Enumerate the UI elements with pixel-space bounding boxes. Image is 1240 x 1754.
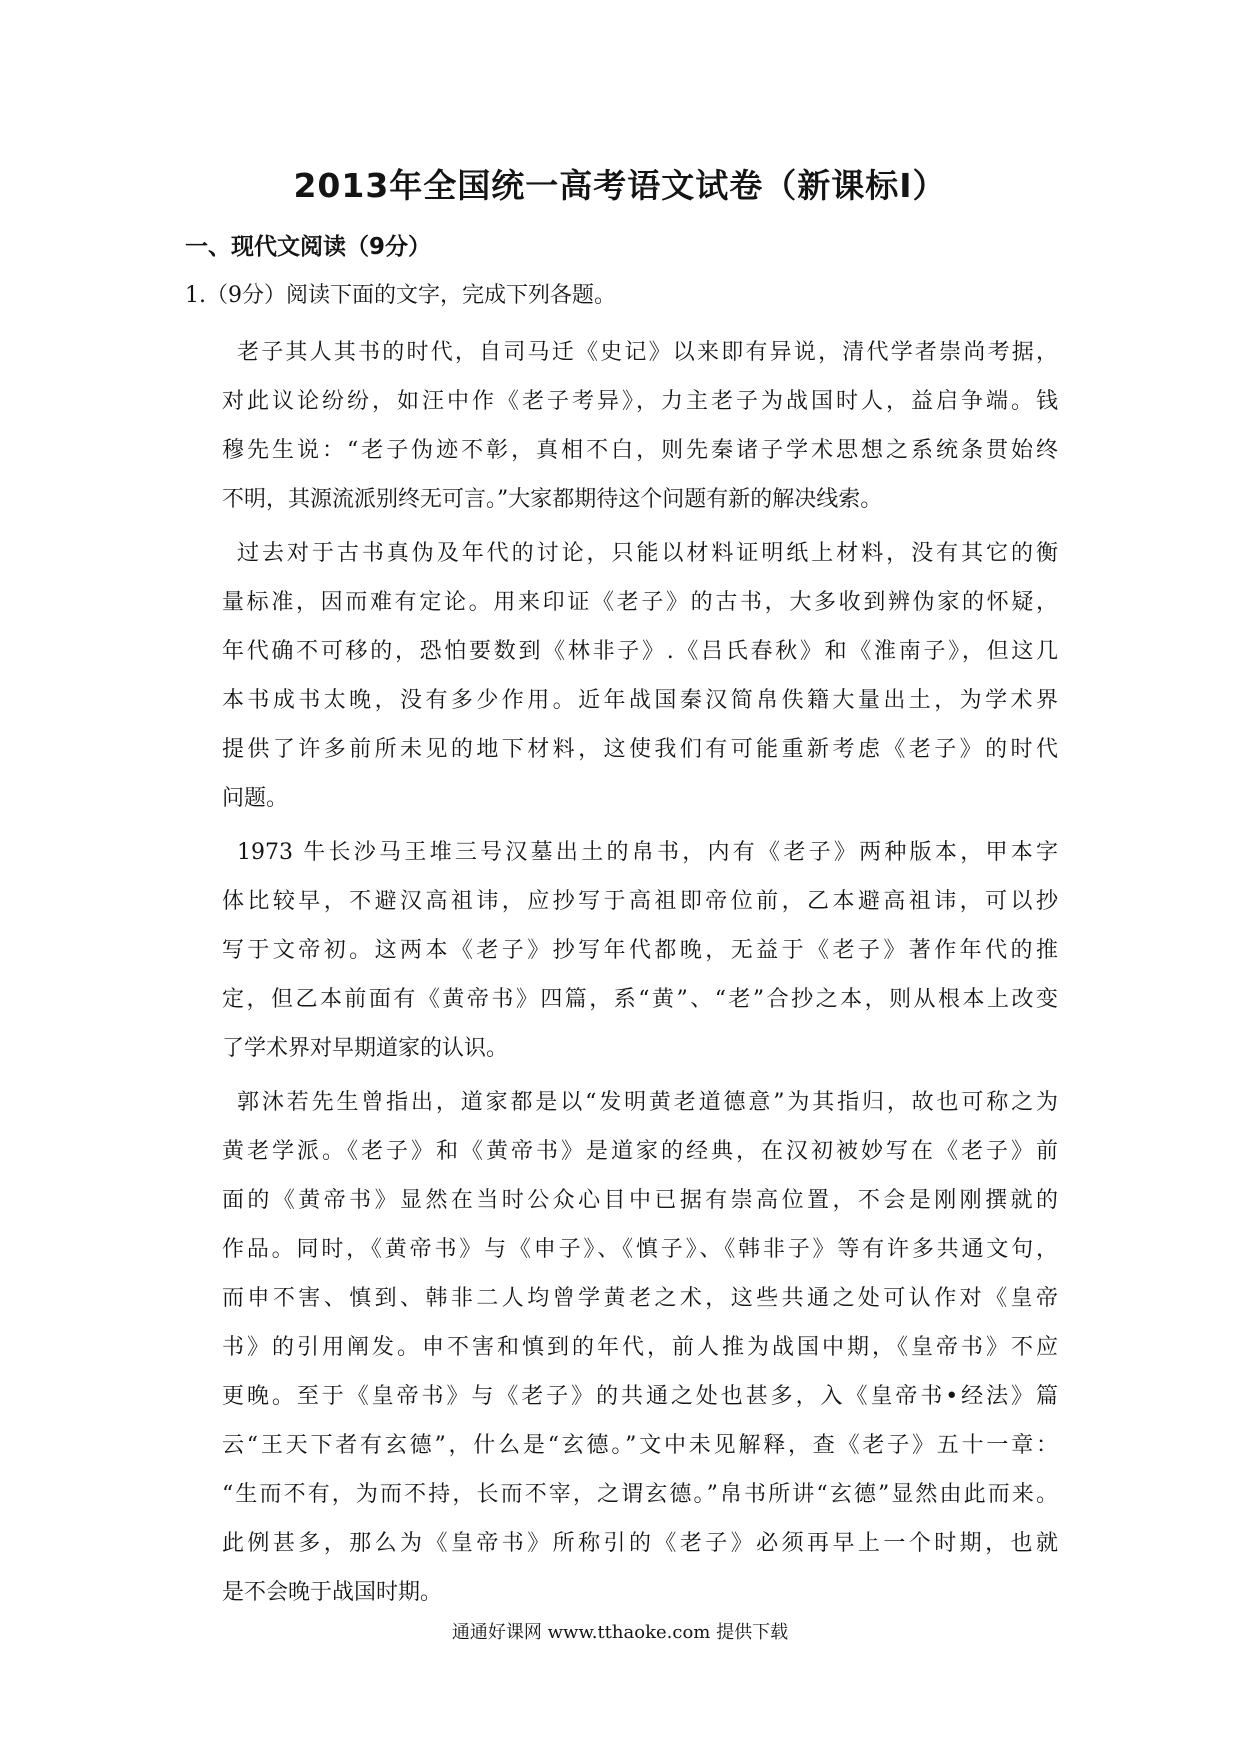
text-line: 面的《黄帝书》显然在当时公众心目中已据有崇高位置，不会是刚刚撰就的 (222, 1188, 1058, 1213)
question-stem: 1.（9分）阅读下面的文字，完成下列各题。 (185, 283, 616, 308)
text-line: 书》的引用阐发。申不害和慎到的年代，前人推为战国中期，《皇帝书》不应 (222, 1335, 1058, 1360)
text-line: 是不会晚于战国时期。 (222, 1580, 443, 1605)
text-line: 写于文帝初。这两本《老子》抄写年代都晚，无益于《老子》著作年代的推 (222, 938, 1058, 963)
text-line: 黄老学派。《老子》和《黄帝书》是道家的经典，在汉初被妙写在《老子》前 (222, 1139, 1058, 1164)
passage-paragraph-3 (222, 828, 1058, 1073)
page-footer: 通通好课网 www.tthaoke.com 提供下载 (451, 1622, 789, 1643)
text-line: 穆先生说：“老子伪迹不彰，真相不白，则先秦诸子学术思想之系统条贯始终 (222, 438, 1058, 463)
page-title: 2013年全国统一高考语文试卷（新课标Ⅰ） (293, 166, 947, 205)
text-line: 作品。同时，《黄帝书》与《申子》、《慎子》、《韩非子》等有许多共通文句， (222, 1237, 1058, 1262)
text-line: 1973 牛长沙马王堆三号汉墓出土的帛书，内有《老子》两种版本，甲本字 (237, 840, 1058, 865)
text-line: 不明，其源流派别终无可言。”大家都期待这个问题有新的解决线索。 (222, 487, 883, 512)
text-line: 量标准，因而难有定论。用来印证《老子》的古书，大多收到辨伪家的怀疑， (222, 590, 1058, 615)
text-line: 问题。 (222, 786, 289, 811)
text-line: 郭沐若先生曾指出，道家都是以“发明黄老道德意”为其指归，故也可称之为 (237, 1090, 1058, 1115)
text-line: 云“王天下者有玄德”，什么是“玄德。”文中未见解释，查《老子》五十一章： (222, 1433, 1058, 1458)
section-heading: 一、现代文阅读（9分） (185, 234, 432, 260)
text-line: 了学术界对早期道家的认识。 (222, 1036, 509, 1061)
text-line: 提供了许多前所未见的地下材料，这使我们有可能重新考虑《老子》的时代 (222, 737, 1058, 762)
text-line: 对此议论纷纷，如汪中作《老子考异》，力主老子为战国时人，益启争端。钱 (222, 389, 1058, 414)
passage-paragraph-4 (222, 1078, 1058, 1617)
text-line: 过去对于古书真伪及年代的讨论，只能以材料证明纸上材料，没有其它的衡 (237, 541, 1058, 566)
text-line: 更晚。至于《皇帝书》与《老子》的共通之处也甚多，入《皇帝书•经法》篇 (222, 1384, 1058, 1409)
passage-paragraph-2 (222, 529, 1058, 823)
text-line: 本书成书太晚，没有多少作用。近年战国秦汉简帛佚籍大量出土，为学术界 (222, 688, 1058, 713)
text-line: 老子其人其书的时代，自司马迁《史记》以来即有异说，清代学者崇尚考据， (237, 340, 1058, 365)
reading-passage (222, 328, 1058, 1622)
text-line: 此例甚多，那么为《皇帝书》所称引的《老子》必须再早上一个时期，也就 (222, 1531, 1058, 1556)
text-line: 年代确不可移的，恐怕要数到《林非子》.《吕氏春秋》和《淮南子》，但这几 (222, 639, 1058, 664)
text-line: 定，但乙本前面有《黄帝书》四篇，系“黄”、“老”合抄之本，则从根本上改变 (222, 987, 1058, 1012)
passage-paragraph-1 (222, 328, 1058, 524)
text-line: 而申不害、慎到、韩非二人均曾学黄老之术，这些共通之处可认作对《皇帝 (222, 1286, 1058, 1311)
text-line: “生而不有，为而不持，长而不宰，之谓玄德。”帛书所讲“玄德”显然由此而来。 (222, 1482, 1058, 1507)
text-line: 体比较早，不避汉高祖讳，应抄写于高祖即帝位前，乙本避高祖讳，可以抄 (222, 889, 1058, 914)
